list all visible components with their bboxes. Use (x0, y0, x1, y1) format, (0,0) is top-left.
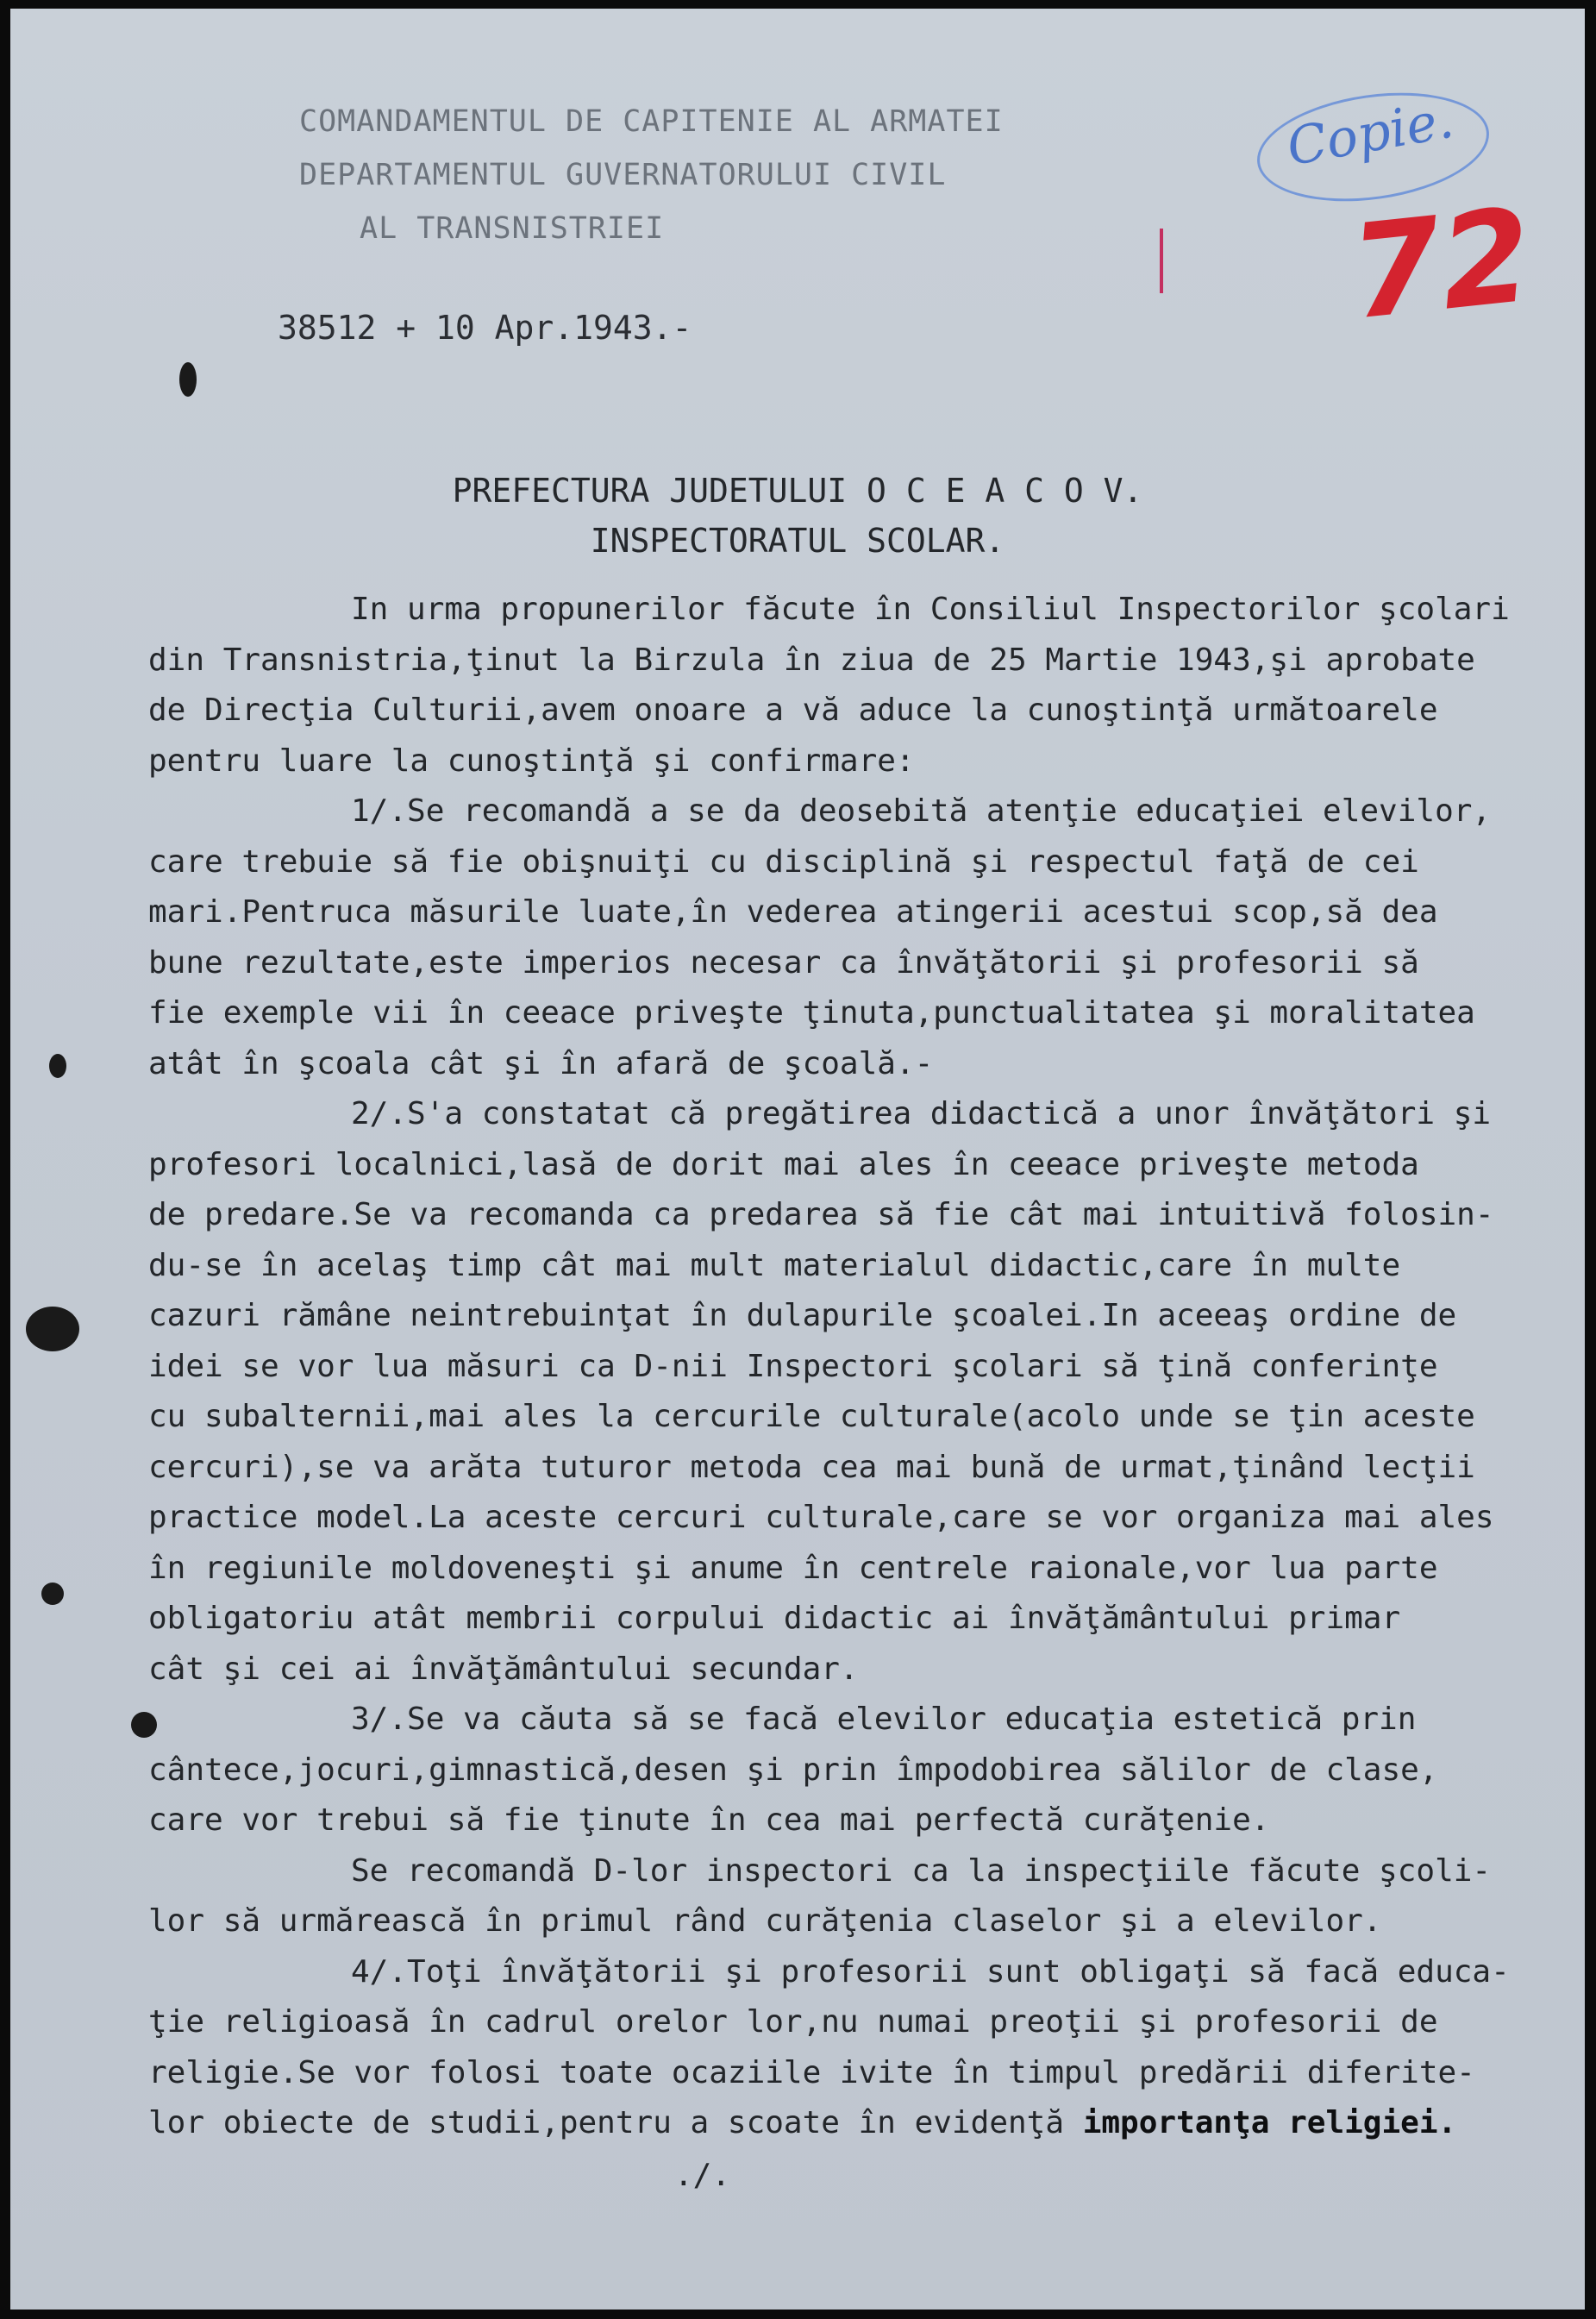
letterhead (299, 95, 1004, 255)
text-line: atât în şcoala cât şi în afară de şcoală.- (148, 1045, 934, 1081)
text-line: practice model.La aceste cercuri culturale,care se vor organiza mai ales (148, 1500, 1494, 1535)
text-line: cercuri),se va arăta tuturor metoda cea mai bună de urmat,ţinând lecţii (148, 1449, 1475, 1485)
text-line: pentru luare la cunoştinţă şi confirmare: (148, 743, 915, 779)
punch-hole (179, 362, 197, 397)
text-line: de predare.Se va recomanda ca predarea să fie cât mai intuitivă folosin- (148, 1197, 1494, 1232)
document-reference: 38512 + 10 Apr.1943.- (278, 309, 692, 347)
text-line: cât şi cei ai învăţământului secundar. (148, 1651, 859, 1687)
recipient-line: INSPECTORATUL SCOLAR. (590, 522, 1005, 560)
text-line: profesori localnici,lasă de dorit mai ales în ceeace priveşte metoda (148, 1146, 1419, 1182)
text-line: cu subalternii,mai ales la cercurile culturale(acolo unde se ţin aceste (148, 1399, 1475, 1434)
text-line: în regiunile moldoveneşti şi anume în centrele raionale,vor lua parte (148, 1550, 1438, 1586)
page-number: 72 (1343, 180, 1539, 349)
recipient-line: PREFECTURA JUDETULUI O C E A C O V. (452, 472, 1143, 510)
text-line: du-se în acelaş timp cât mai mult materialul didactic,care în multe (148, 1247, 1401, 1283)
text-line: cazuri rămâne neintrebuinţat în dulapurile şcoalei.In aceeaş ordine de (148, 1298, 1457, 1333)
text-line: din Transnistria,ţinut la Birzula în ziua de 25 Martie 1943,şi aprobate (148, 642, 1475, 678)
letterhead-line: DEPARTAMENTUL GUVERNATORULUI CIVIL (299, 158, 947, 192)
recipient-block (10, 466, 1585, 566)
text-line: de Direcţia Culturii,avem onoare a vă aduce la cunoştinţă următoarele (148, 693, 1438, 728)
text-line: cântece,jocuri,gimnastică,desen şi prin împodobirea sălilor de clase, (148, 1752, 1438, 1788)
text-line (148, 2098, 1580, 2149)
text-line: obligatoriu atât membrii corpului didactic ai învăţământului primar (148, 1601, 1401, 1636)
copy-stamp: Copie. (1282, 89, 1458, 179)
document-page (10, 9, 1585, 2310)
text-line: idei se vor lua măsuri ca D-nii Inspectori şcolari să ţină conferinţe (148, 1348, 1438, 1384)
text-line: lor să urmărească în primul rând curăţenia claselor şi a elevilor. (148, 1903, 1382, 1939)
text-line: Se recomandă D-lor inspectori ca la inspecţiile făcute şcoli- (351, 1852, 1492, 1889)
document-body (148, 585, 1580, 2149)
text-line: In urma propunerilor făcute în Consiliul Inspectorilor şcolari (351, 592, 1510, 627)
text-line: fie exemple vii în ceeace priveşte ţinuta,punctualitatea şi moralitatea (148, 995, 1475, 1031)
text-line: 2/.S'a constatat că pregătirea didactică a unor învăţători şi (351, 1096, 1492, 1131)
punch-hole (26, 1307, 79, 1351)
continuation-mark: ./. (674, 2158, 731, 2193)
text-line: bune rezultate,este imperios necesar ca învăţătorii şi profesorii să (148, 944, 1419, 981)
text-line: ţie religioasă în cadrul orelor lor,nu numai preoţii şi profesorii de (148, 2004, 1438, 2040)
text-line: mari.Pentruca măsurile luate,în vederea atingerii acestui scop,să dea (148, 894, 1438, 930)
letterhead-line: COMANDAMENTUL DE CAPITENIE AL ARMATEI (299, 104, 1004, 139)
punch-hole (41, 1583, 64, 1605)
red-pencil-mark (1160, 229, 1163, 293)
text-line: 4/.Toţi învăţătorii şi profesorii sunt obligaţi să facă educa- (351, 1953, 1510, 1990)
text-line: 3/.Se va căuta să se facă elevilor educaţia estetică prin (351, 1702, 1417, 1737)
punch-hole (49, 1054, 66, 1078)
bold-text-fragment: importanţa religiei. (1082, 2105, 1457, 2140)
text-line: 1/.Se recomandă a se da deosebită atenţie educaţiei elevilor, (351, 793, 1492, 829)
text-fragment: lor obiecte de studii,pentru a scoate în evidenţă (148, 2105, 1083, 2140)
letterhead-line: AL TRANSNISTRIEI (360, 211, 665, 246)
text-line: care trebuie să fie obişnuiţi cu disciplină şi respectul faţă de cei (148, 843, 1419, 880)
text-line: religie.Se vor folosi toate ocaziile ivite în timpul predării diferite- (148, 2054, 1475, 2090)
text-line: care vor trebui să fie ţinute în cea mai perfectă curăţenie. (148, 1802, 1270, 1838)
